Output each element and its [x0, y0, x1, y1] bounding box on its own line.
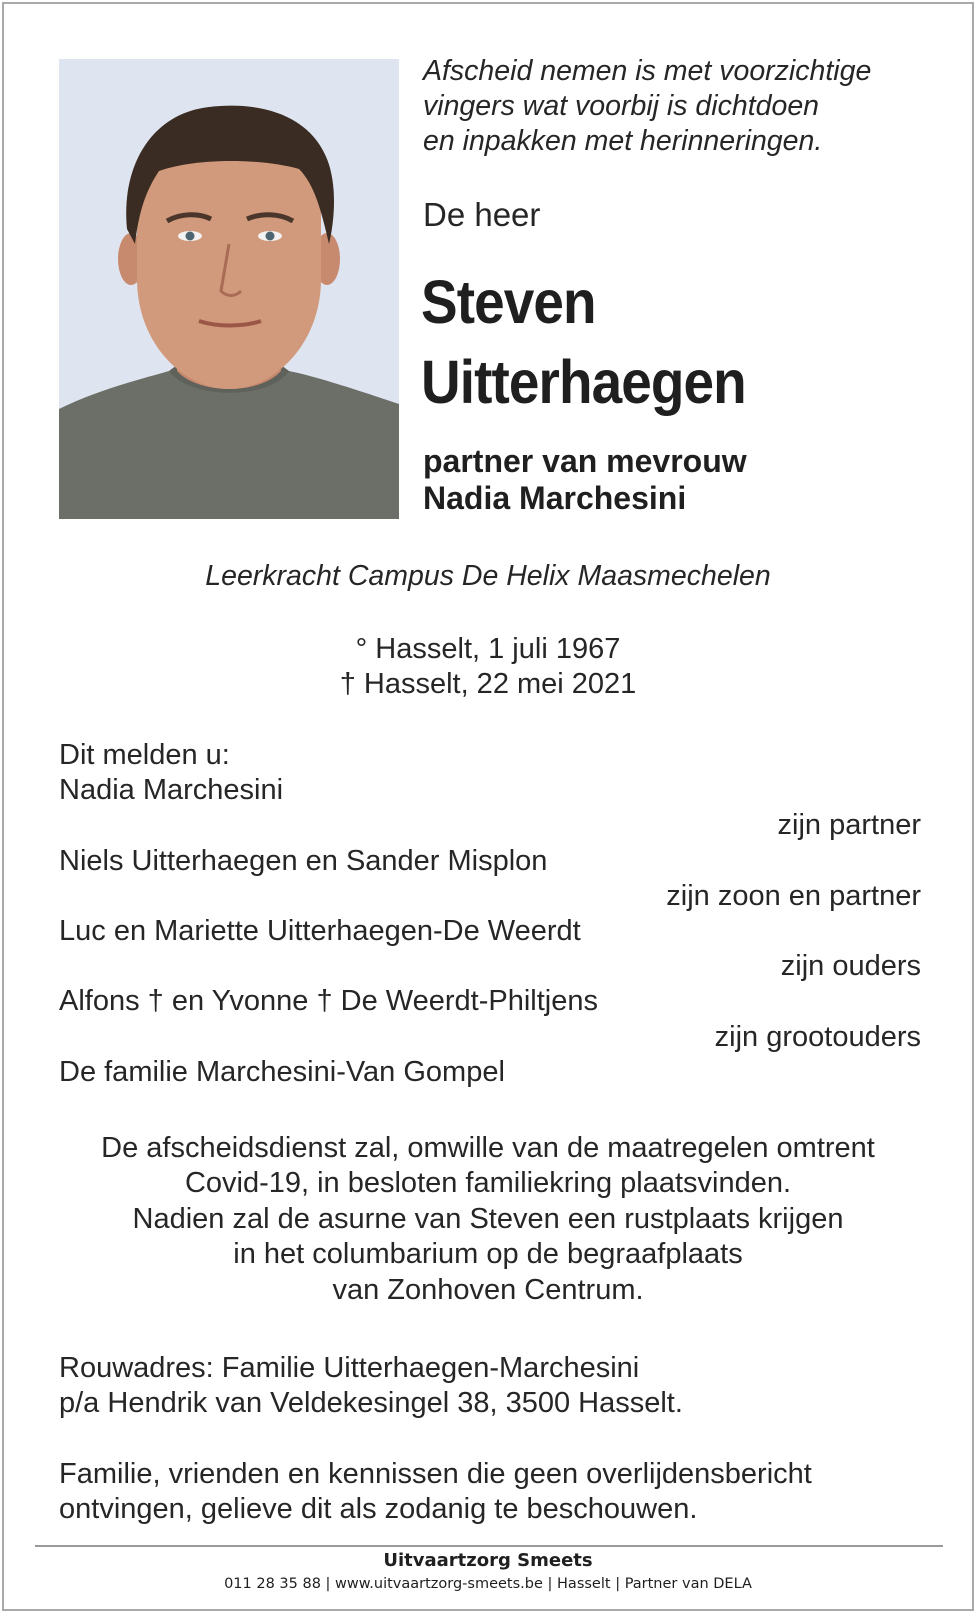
list-item-name: Alfons † en Yvonne † De Weerdt-Philtjens: [59, 985, 598, 1018]
list-item-relation: zijn ouders: [780, 950, 921, 983]
memorial-quote: [423, 54, 871, 159]
ceremony-line: Covid-19, in besloten familiekring plaatsvinden.: [184, 1167, 792, 1200]
funeral-company-name: Uitvaartzorg Smeets: [383, 1550, 593, 1571]
separator: |: [547, 1576, 553, 1592]
birth-date: ° Hasselt, 1 juli 1967: [355, 633, 621, 665]
list-item-name: Luc en Mariette Uitterhaegen-De Weerdt: [59, 915, 581, 948]
quote-line: Afscheid nemen is met voorzichtige: [423, 55, 872, 87]
list-item-relation: zijn partner: [777, 809, 921, 842]
partner-info: [423, 443, 747, 517]
deceased-name: [421, 262, 746, 422]
footer-divider: [35, 1545, 943, 1547]
funeral-company-contact: [0, 1576, 976, 1592]
partner-label: Partner van DELA: [624, 1576, 752, 1592]
list-item-relation: zijn zoon en partner: [666, 879, 921, 912]
separator: |: [615, 1576, 621, 1592]
phone-number: 011 28 35 88: [224, 1576, 321, 1592]
mourning-address: [59, 1351, 683, 1422]
ceremony-text: [0, 1131, 976, 1308]
portrait-photo: [59, 59, 399, 519]
ceremony-line: Nadien zal de asurne van Steven een rustplaats krijgen: [132, 1202, 844, 1235]
ceremony-line: van Zonhoven Centrum.: [332, 1273, 644, 1306]
list-item-name: Nadia Marchesini: [59, 774, 284, 807]
occupation: Leerkracht Campus De Helix Maasmechelen: [205, 560, 771, 592]
list-item-name: Niels Uitterhaegen en Sander Misplon: [59, 844, 548, 877]
list-item-relation: zijn grootouders: [714, 1020, 921, 1053]
ceremony-line: De afscheidsdienst zal, omwille van de maatregelen omtrent: [101, 1132, 875, 1164]
address-line: Rouwadres: Familie Uitterhaegen-Marchesini: [59, 1352, 640, 1384]
website-link[interactable]: www.uitvaartzorg-smeets.be: [335, 1576, 543, 1592]
announce-intro: Dit melden u:: [59, 739, 230, 771]
quote-line: en inpakken met herinneringen.: [423, 125, 823, 157]
first-name: Steven: [421, 268, 596, 336]
last-name: Uitterhaegen: [421, 348, 746, 416]
announcement-list: [59, 738, 921, 1090]
honorific: De heer: [423, 196, 541, 233]
portrait-illustration: [59, 59, 399, 519]
partner-line: partner van mevrouw: [423, 443, 747, 479]
ceremony-line: in het columbarium op de begraafplaats: [233, 1238, 743, 1271]
notice-line: ontvingen, gelieve dit als zodanig te beschouwen.: [59, 1493, 698, 1526]
address-line: p/a Hendrik van Veldekesingel 38, 3500 Hasselt.: [59, 1387, 683, 1420]
quote-line: vingers wat voorbij is dichtdoen: [423, 90, 820, 122]
life-dates: [0, 632, 976, 702]
partner-name: Nadia Marchesini: [423, 480, 687, 516]
family-line: De familie Marchesini-Van Gompel: [59, 1055, 505, 1088]
death-date: † Hasselt, 22 mei 2021: [339, 668, 637, 700]
notice-text: [59, 1457, 812, 1528]
notice-line: Familie, vrienden en kennissen die geen overlijdensbericht: [59, 1458, 812, 1490]
city: Hasselt: [557, 1576, 611, 1592]
separator: |: [325, 1576, 331, 1592]
